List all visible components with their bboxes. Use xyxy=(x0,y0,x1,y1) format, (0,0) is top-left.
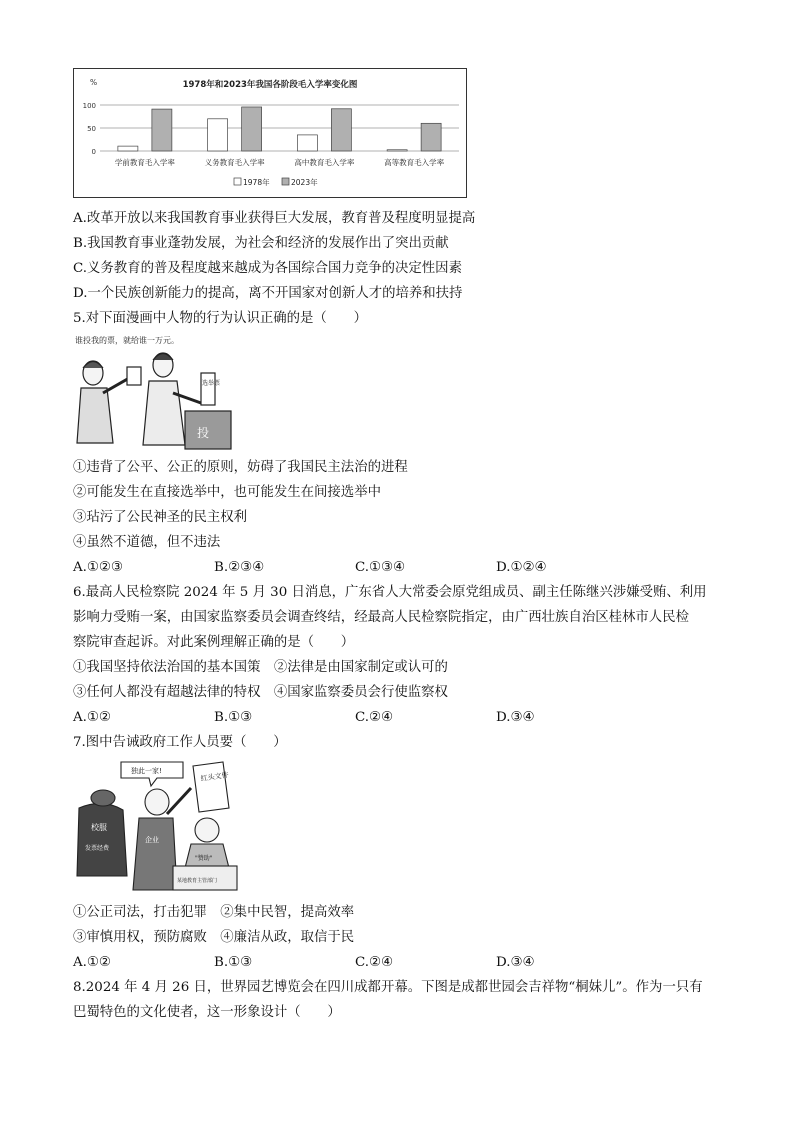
bar-1978 xyxy=(208,119,228,151)
y-tick-label: 100 xyxy=(82,102,96,110)
q6-stem-line-3: 察院审查起诉。对此案例理解正确的是（ ） xyxy=(73,635,355,650)
category-label: 高中教育毛入学率 xyxy=(294,158,355,167)
vote-buying-cartoon xyxy=(73,333,235,451)
y-tick-label: 50 xyxy=(87,125,96,133)
legend-swatch xyxy=(234,178,241,185)
q5-item-3: ③玷污了公民神圣的民主权利 xyxy=(73,510,248,525)
government-corruption-cartoon xyxy=(73,758,238,894)
bubble-text: 独此一家! xyxy=(131,767,162,775)
q5-choice-b[interactable]: B.②③④ xyxy=(214,560,265,575)
cartoon-caption: 谁投我的票，就给谁一万元。 xyxy=(75,336,179,345)
q6-stem-line-1: 6.最高人民检察院 2024 年 5 月 30 日消息，广东省人大常委会原党组成员、副主任陈继兴涉嫌受贿、利用 xyxy=(73,585,707,600)
enrollment-rate-chart xyxy=(73,68,467,198)
chart-canvas xyxy=(74,69,466,197)
bar-2023 xyxy=(331,109,351,151)
q8-stem-line-1: 8.2024 年 4 月 26 日，世界园艺博览会在四川成都开幕。下图是成都世园会吉祥物“桐妹儿”。作为一只有 xyxy=(73,980,703,995)
category-label: 学前教育毛入学率 xyxy=(114,158,175,167)
q5-choice-c[interactable]: C.①③④ xyxy=(355,560,406,575)
bag-text: 校服 xyxy=(91,823,107,832)
q5-item-2: ②可能发生在直接选举中，也可能发生在间接选举中 xyxy=(73,485,381,500)
bar-2023 xyxy=(421,123,441,151)
q4-option-c: C.义务教育的普及程度越来越成为各国综合国力竞争的决定性因素 xyxy=(73,261,462,276)
q6-choice-d[interactable]: D.③④ xyxy=(496,710,535,725)
q5-item-4: ④虽然不道德，但不违法 xyxy=(73,535,221,550)
q5-item-1: ①违背了公平、公正的原则，妨碍了我国民主法治的进程 xyxy=(73,460,408,475)
ballot-box-text: 投 xyxy=(197,426,210,440)
q6-choice-b[interactable]: B.①③ xyxy=(214,710,253,725)
q7-choice-a[interactable]: A.①② xyxy=(73,955,111,970)
legend-swatch xyxy=(282,178,289,185)
bag-text-2: 发票经费 xyxy=(85,845,110,852)
q7-choice-b[interactable]: B.①③ xyxy=(214,955,253,970)
y-tick-label: 0 xyxy=(91,148,96,156)
q6-choice-a[interactable]: A.①② xyxy=(73,710,111,725)
bar-2023 xyxy=(152,109,172,151)
q4-option-b: B.我国教育事业蓬勃发展，为社会和经济的发展作出了突出贡献 xyxy=(73,236,449,251)
q5-choice-d[interactable]: D.①②④ xyxy=(496,560,547,575)
bar-1978 xyxy=(297,135,317,151)
category-label: 义务教育毛入学率 xyxy=(204,158,265,167)
q6-items-1: ①我国坚持依法治国的基本国策 ②法律是由国家制定或认可的 xyxy=(73,660,448,675)
person-label-enterprise: 企业 xyxy=(145,836,159,844)
q4-option-a: A.改革开放以来我国教育事业获得巨大发展，教育普及程度明显提高 xyxy=(73,211,476,226)
q5-choice-a[interactable]: A.①②③ xyxy=(73,560,123,575)
legend-label: 1978年 xyxy=(243,178,270,187)
q7-choice-d[interactable]: D.③④ xyxy=(496,955,535,970)
q5-stem: 5.对下面漫画中人物的行为认识正确的是（ ） xyxy=(73,311,367,326)
q6-items-2: ③任何人都没有超越法律的特权 ④国家监察委员会行使监察权 xyxy=(73,685,448,700)
person-label-sponsor: "赞助" xyxy=(195,855,213,862)
q7-choice-c[interactable]: C.②④ xyxy=(355,955,394,970)
category-label: 高等教育毛入学率 xyxy=(384,158,445,167)
q7-stem: 7.图中告诫政府工作人员要（ ） xyxy=(73,735,287,750)
q6-stem-line-2: 影响力受贿一案，由国家监察委员会调查终结，经最高人民检察院指定，由广西壮族自治区桂林市人民检 xyxy=(73,610,689,625)
bar-2023 xyxy=(242,107,262,151)
q7-items-2: ③审慎用权，预防腐败 ④廉洁从政，取信于民 xyxy=(73,930,355,945)
y-axis-unit: % xyxy=(90,78,98,87)
q8-stem-line-2: 巴蜀特色的文化使者，这一形象设计（ ） xyxy=(73,1005,341,1020)
desk-text: 某地教育主管部门 xyxy=(177,878,218,884)
bar-1978 xyxy=(387,150,407,151)
q6-choice-c[interactable]: C.②④ xyxy=(355,710,394,725)
chart-title: 1978年和2023年我国各阶段毛入学率变化图 xyxy=(182,80,358,90)
ballot-paper-text: 选举票 xyxy=(202,380,221,387)
q4-option-d: D.一个民族创新能力的提高，离不开国家对创新人才的培养和扶持 xyxy=(73,286,463,301)
sign-text: 红头文件 xyxy=(200,770,230,783)
q7-items-1: ①公正司法，打击犯罪 ②集中民智，提高效率 xyxy=(73,905,355,920)
legend-label: 2023年 xyxy=(291,178,318,187)
bar-1978 xyxy=(118,146,138,151)
